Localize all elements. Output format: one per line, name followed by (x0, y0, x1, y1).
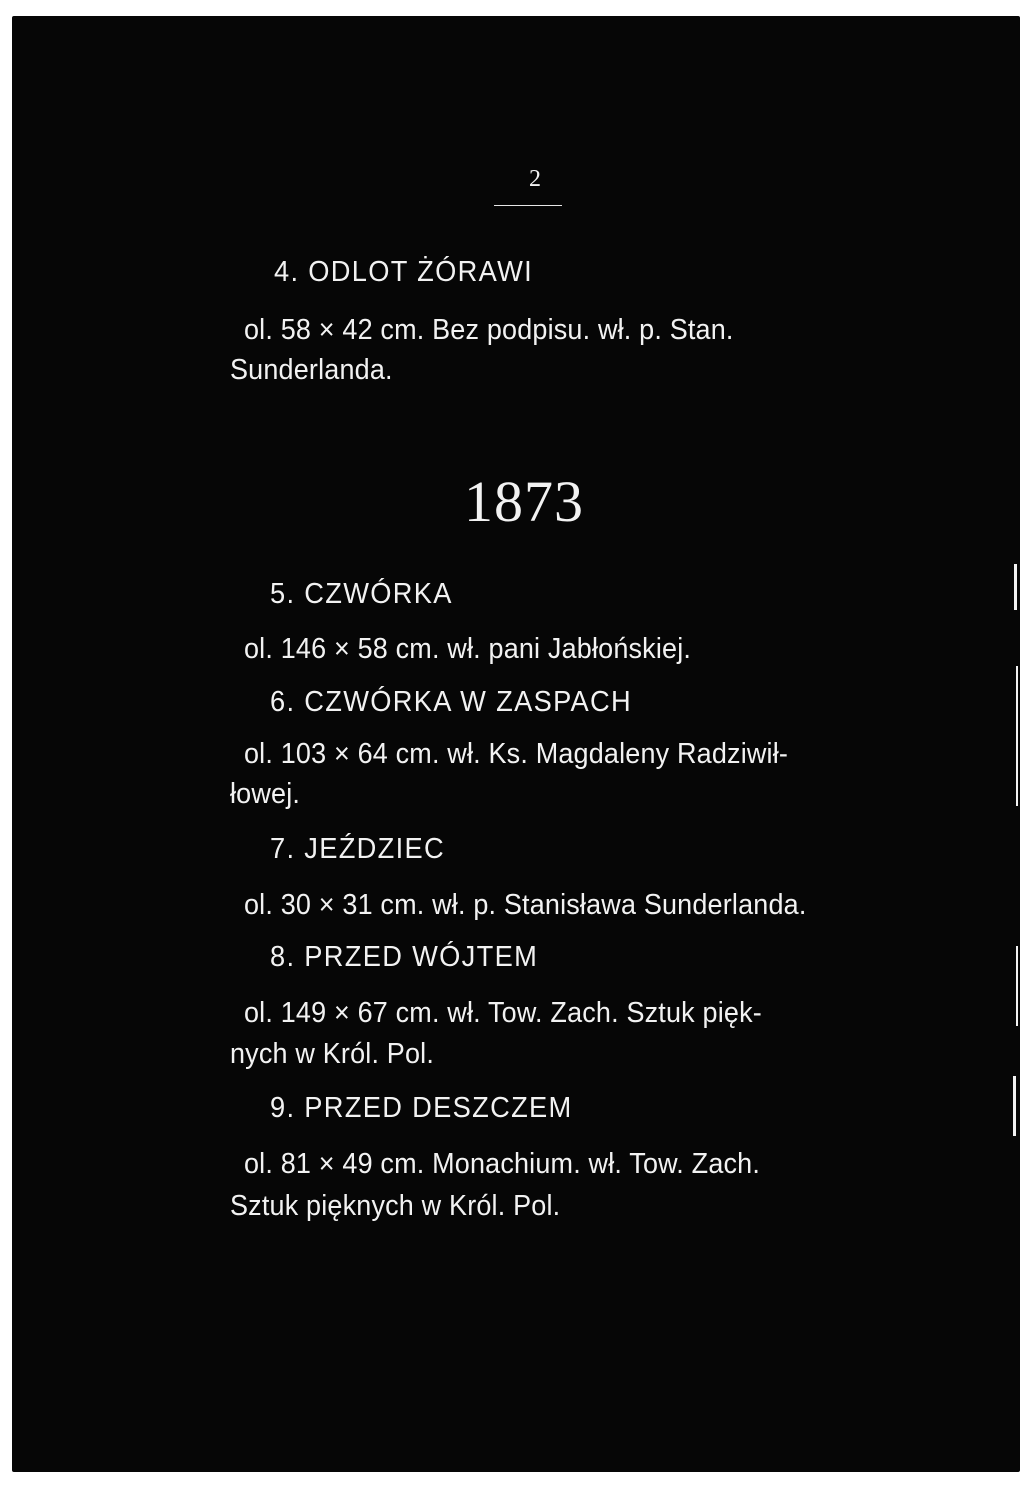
scan-edge-mark (1016, 666, 1018, 806)
page-number: 2 (529, 166, 541, 192)
scan-edge-mark (1016, 946, 1018, 1026)
entry-8-line-2: nych w Król. Pol. (230, 1038, 435, 1070)
scan-edge-mark (1014, 564, 1017, 610)
entry-5-heading: 5. CZWÓRKA (270, 578, 453, 610)
entry-7-line-1: ol. 30 × 31 cm. wł. p. Stanisława Sunderlanda. (244, 889, 807, 921)
entry-7-heading: 7. JEŹDZIEC (270, 833, 446, 865)
entry-8-line-1: ol. 149 × 67 cm. wł. Tow. Zach. Sztuk pięk- (244, 997, 762, 1029)
year-heading: 1873 (464, 469, 584, 534)
entry-8-heading: 8. PRZED WÓJTEM (270, 941, 539, 973)
scan-edge-mark (1013, 1076, 1016, 1136)
entry-4-heading: 4. ODLOT ŻÓRAWI (274, 256, 534, 288)
entry-9-heading: 9. PRZED DESZCZEM (270, 1092, 573, 1124)
entry-9-line-1: ol. 81 × 49 cm. Monachium. wł. Tow. Zach. (244, 1148, 761, 1180)
entry-4-line-1: ol. 58 × 42 cm. Bez podpisu. wł. p. Stan. (244, 314, 734, 346)
entry-6-line-2: łowej. (230, 778, 301, 810)
entry-5-line-1: ol. 146 × 58 cm. wł. pani Jabłońskiej. (244, 633, 692, 665)
entry-4-line-2: Sunderlanda. (230, 354, 393, 386)
entry-9-line-2: Sztuk pięknych w Król. Pol. (230, 1190, 561, 1222)
page-number-rule (494, 205, 562, 206)
entry-6-line-1: ol. 103 × 64 cm. wł. Ks. Magdaleny Radziwił- (244, 738, 789, 770)
catalog-text (12, 16, 1020, 1472)
entry-6-heading: 6. CZWÓRKA W ZASPACH (270, 686, 633, 718)
page-scan (12, 16, 1020, 1472)
